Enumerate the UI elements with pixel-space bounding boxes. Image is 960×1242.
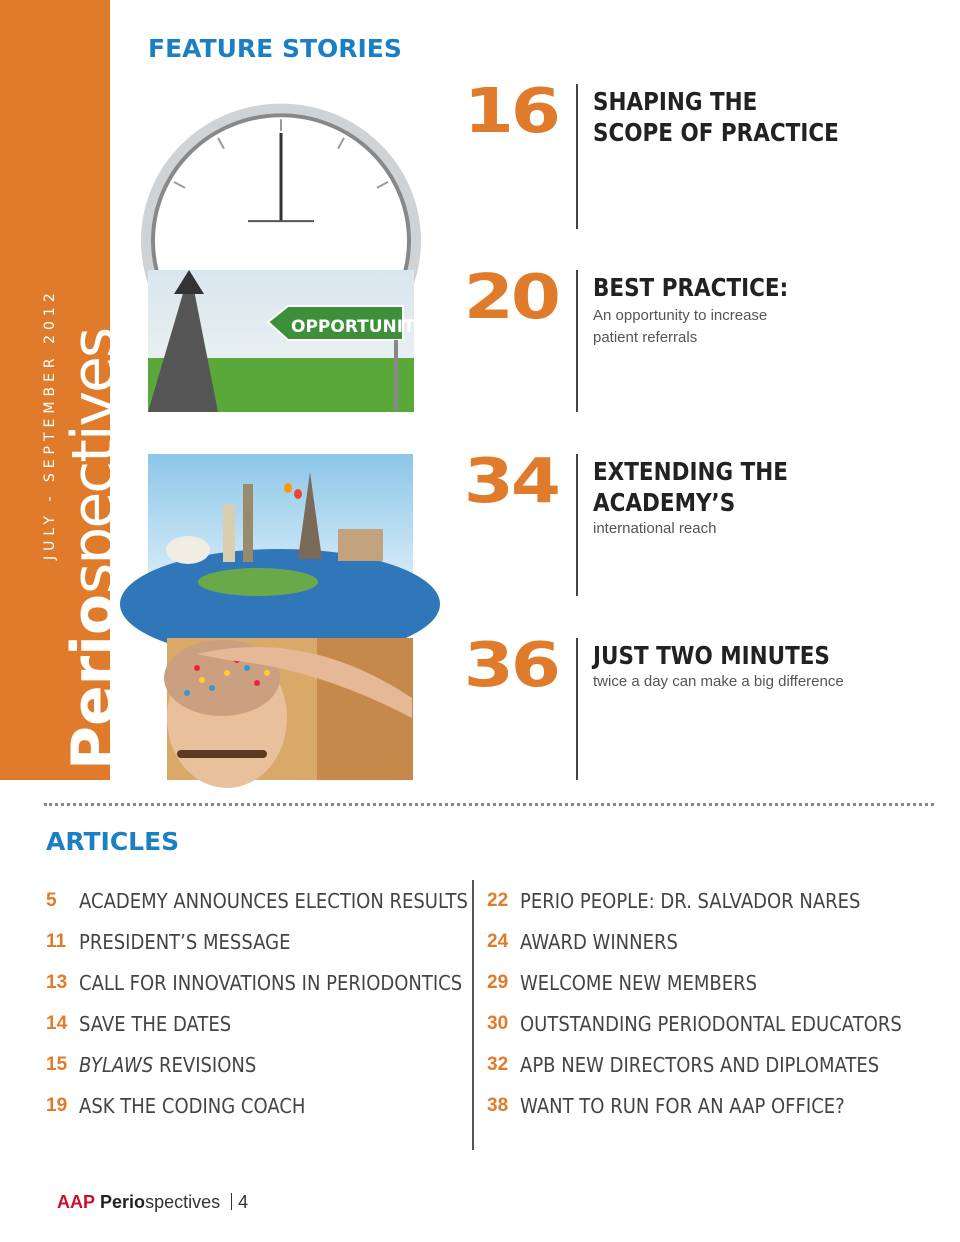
article-page-number: 29: [487, 971, 509, 993]
article-title: [79, 1053, 256, 1077]
article-title: PRESIDENT’S MESSAGE: [79, 929, 291, 954]
footer-perio: Perio: [100, 1192, 146, 1212]
article-item[interactable]: [487, 1003, 944, 1044]
feature-subtitle-line1: international reach: [593, 520, 717, 537]
column-divider: [472, 880, 474, 1150]
footer-spectives: spectives: [145, 1192, 221, 1212]
article-item[interactable]: [46, 921, 511, 962]
article-item[interactable]: [46, 1044, 511, 1085]
article-item[interactable]: [46, 962, 511, 1003]
feature-subtitle-line1: twice a day can make a big difference: [593, 673, 844, 690]
feature-item[interactable]: [148, 444, 888, 599]
feature-divider: [576, 638, 578, 780]
article-item[interactable]: [46, 880, 511, 921]
footer-separator: [231, 1193, 232, 1210]
article-page-number: 32: [487, 1053, 509, 1075]
section-divider: [44, 803, 934, 806]
feature-divider: [576, 84, 578, 229]
magazine-brand: [59, 328, 129, 770]
feature-subtitle-line1: An opportunity to increase: [593, 307, 768, 324]
feature-title-line1: SHAPING THE: [593, 87, 758, 116]
article-item[interactable]: [487, 1085, 944, 1126]
article-page-number: 38: [487, 1094, 509, 1116]
articles-heading: ARTICLES: [46, 827, 180, 856]
issue-date: JULY - SEPTEMBER 2012: [42, 288, 58, 560]
article-title: CALL FOR INNOVATIONS IN PERIODONTICS: [79, 970, 463, 995]
feature-title-line1: EXTENDING THE: [593, 457, 788, 486]
feature-title-line2: ACADEMY’S: [593, 488, 736, 517]
article-title: APB NEW DIRECTORS AND DIPLOMATES: [520, 1052, 880, 1077]
article-item[interactable]: [46, 1003, 511, 1044]
article-title: AWARD WINNERS: [520, 929, 678, 954]
sidebar-band: [0, 0, 129, 780]
article-page-number: 19: [46, 1094, 68, 1116]
article-title: ACADEMY ANNOUNCES ELECTION RESULTS: [79, 888, 468, 913]
article-title-rest: REVISIONS: [153, 1052, 257, 1077]
article-title: PERIO PEOPLE: DR. SALVADOR NARES: [520, 888, 861, 913]
child-with-sprinkles-image: [167, 638, 413, 780]
stopwatch-image: [148, 84, 413, 226]
feature-title-line2: SCOPE OF PRACTICE: [593, 118, 839, 147]
feature-page-number: 36: [463, 628, 558, 701]
article-page-number: 13: [46, 971, 68, 993]
feature-divider: [576, 454, 578, 596]
article-page-number: 22: [487, 889, 509, 911]
footer-page-number: 4: [238, 1192, 249, 1212]
feature-item[interactable]: [148, 260, 888, 415]
article-title: SAVE THE DATES: [79, 1011, 232, 1036]
article-item[interactable]: [487, 921, 944, 962]
article-page-number: 5: [46, 889, 57, 911]
feature-page-number: 34: [463, 444, 558, 517]
feature-title-line1: JUST TWO MINUTES: [593, 641, 830, 670]
feature-divider: [576, 270, 578, 412]
article-item[interactable]: [487, 1044, 944, 1085]
article-title: OUTSTANDING PERIODONTAL EDUCATORS: [520, 1011, 902, 1036]
article-item[interactable]: [487, 962, 944, 1003]
article-item[interactable]: [46, 1085, 511, 1126]
articles-right-list: [487, 880, 944, 1126]
article-title: ASK THE CODING COACH: [79, 1093, 306, 1118]
brand-bold: Perio: [59, 593, 129, 770]
feature-item[interactable]: [148, 74, 888, 229]
opportunity-road-image: [148, 270, 428, 412]
feature-subtitle-line2: patient referrals: [593, 329, 698, 346]
article-title-italic: BYLAWS: [79, 1052, 154, 1077]
article-title: WANT TO RUN FOR AN AAP OFFICE?: [520, 1093, 845, 1118]
article-title: WELCOME NEW MEMBERS: [520, 970, 758, 995]
articles-left-list: [46, 880, 511, 1126]
brand-light: spectives: [59, 328, 129, 594]
feature-title-line1: BEST PRACTICE:: [593, 273, 789, 302]
article-item[interactable]: [487, 880, 944, 921]
article-page-number: 24: [487, 930, 509, 952]
page-footer: [57, 1192, 248, 1213]
feature-page-number: 20: [463, 260, 558, 333]
article-page-number: 11: [46, 930, 67, 952]
article-page-number: 14: [46, 1012, 68, 1034]
feature-page-number: 16: [463, 74, 558, 147]
sign-text: OPPORTUNITY: [291, 317, 428, 337]
footer-aap: AAP: [57, 1192, 96, 1212]
feature-stories-heading: FEATURE STORIES: [148, 34, 402, 63]
article-page-number: 15: [46, 1053, 68, 1075]
feature-item[interactable]: [148, 628, 888, 783]
article-page-number: 30: [487, 1012, 509, 1034]
world-landmarks-image: [148, 454, 413, 596]
